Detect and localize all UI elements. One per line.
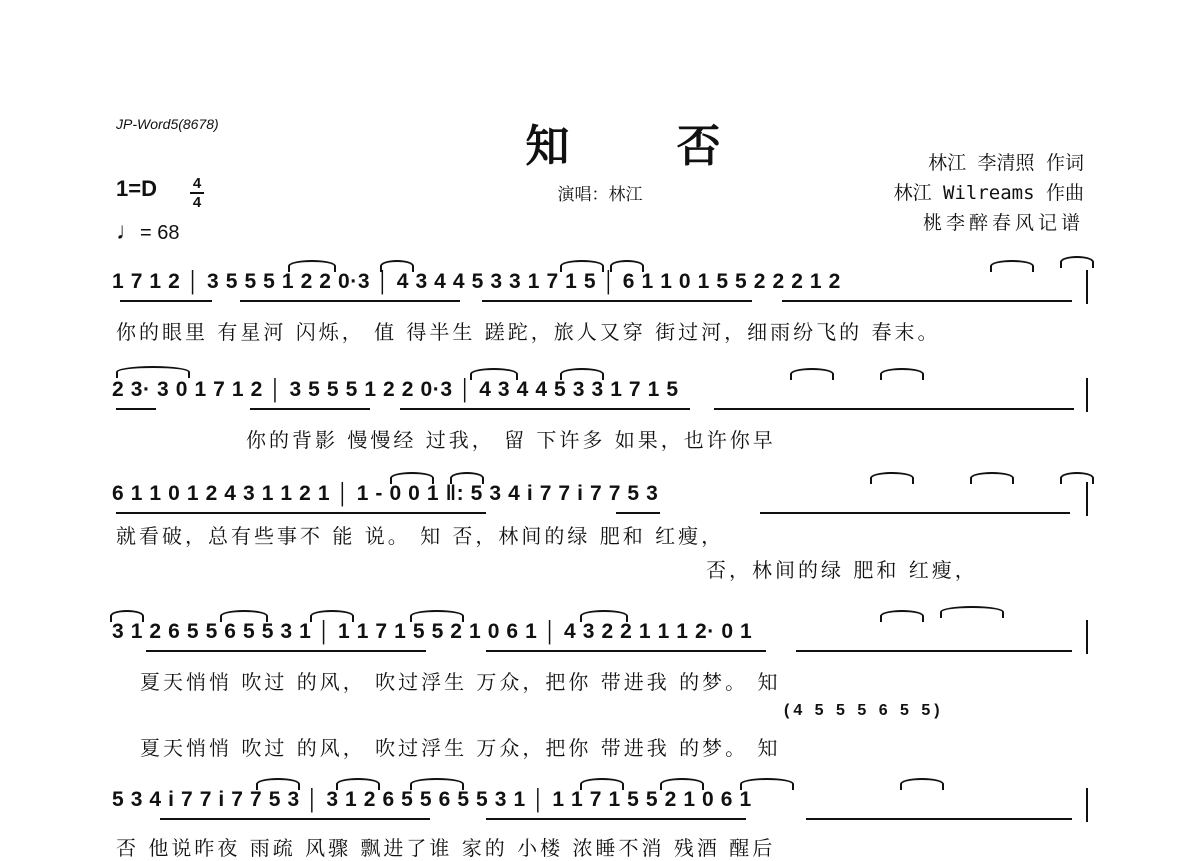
slur [288, 260, 336, 272]
barline-end [1086, 378, 1088, 412]
beam [250, 408, 370, 410]
notation-line: 5 3 4 i 7 7 i 7 7 5 3 │ 3 1 2 6 5 5 6 5 5 3 1 │ 1 1 7 1 5 5 2 1 0 6 1 [112, 788, 752, 811]
beam [116, 408, 156, 410]
slur [560, 260, 604, 272]
slur [880, 368, 924, 380]
notation-line: 3 1 2 6 5 5 6 5 5 3 1 │ 1 1 7 1 5 5 2 1 0 6 1 │ 4 3 2 2 1 1 1 2· 0 1 [112, 620, 753, 643]
slur [116, 366, 190, 378]
slur [220, 610, 268, 622]
time-sig-bottom: 4 [192, 194, 202, 211]
barline-end [1086, 620, 1088, 654]
lyric-line: 你的眼里 有星河 闪烁， 值 得半生 蹉跎，旅人又穿 街过河，细雨纷飞的 春末。 [116, 320, 941, 344]
notation-line: 6 1 1 0 1 2 4 3 1 1 2 1 │ 1 - 0 0 1 ‖: 5 3 4 i 7 7 i 7 7 5 3 [112, 482, 659, 505]
beam [146, 650, 426, 652]
notation-line: 2 3· 3 0 1 7 1 2 │ 3 5 5 5 1 2 2 0·3 │ 4 3 4 4 5 3 3 1 7 1 5 [112, 378, 679, 401]
beam [782, 300, 1072, 302]
barline-end [1086, 482, 1088, 516]
slur [110, 610, 144, 622]
slur [970, 472, 1014, 484]
lyricist-credit: 林江 李清照 作词 [928, 152, 1084, 174]
lyric-line-2: 否，林间的绿 肥和 红瘦， [706, 558, 978, 582]
beam [400, 408, 690, 410]
slur [470, 368, 518, 380]
beam [486, 818, 746, 820]
notation-line: 1 7 1 2 │ 3 5 5 5 1 2 2 0·3 │ 4 3 4 4 5 3 3 1 7 1 5 │ 6 1 1 0 1 5 5 2 2 2 1 2 [112, 270, 841, 293]
composer-credit: 林江 Wilreams 作曲 [893, 182, 1084, 204]
beam [482, 300, 752, 302]
slur [660, 778, 704, 790]
slur [450, 472, 484, 484]
quarter-note-icon: ♩ [116, 218, 140, 245]
beam [616, 512, 660, 514]
slur [390, 472, 434, 484]
barline-end [1086, 270, 1088, 304]
tempo-value: = 68 [140, 222, 180, 244]
transcriber-credit: 桃李醉春风记谱 [922, 212, 1084, 234]
lyric-line-2: 夏天悄悄 吹过 的风， 吹过浮生 万众，把你 带进我 的梦。 知 [140, 736, 781, 760]
slur [1060, 256, 1094, 268]
slur [870, 472, 914, 484]
beam [120, 300, 212, 302]
slur [256, 778, 300, 790]
slur [790, 368, 834, 380]
slur [560, 368, 604, 380]
slur [880, 610, 924, 622]
slur [740, 778, 794, 790]
slur [990, 260, 1034, 272]
tempo-marking [116, 218, 179, 246]
slur [610, 260, 644, 272]
slur [1060, 472, 1094, 484]
lyric-line: 你的背影 慢慢经 过我， 留 下许多 如果，也许你早 [246, 428, 776, 452]
slur [310, 610, 354, 622]
slur [380, 260, 414, 272]
beam [116, 512, 486, 514]
beam [240, 300, 460, 302]
slur [336, 778, 380, 790]
slur [580, 610, 628, 622]
slur [900, 778, 944, 790]
lyric-line: 否 他说昨夜 雨疏 风骤 飘进了谁 家的 小楼 浓睡不消 残酒 醒后 [116, 836, 776, 860]
lyric-line: 就看破，总有些事不 能 说。 知 否，林间的绿 肥和 红瘦， [116, 524, 725, 548]
beam [806, 818, 1072, 820]
barline-end [1086, 788, 1088, 822]
lyric-line: 夏天悄悄 吹过 的风， 吹过浮生 万众，把你 带进我 的梦。 知 [140, 670, 781, 694]
software-label: JP-Word5(8678) [116, 116, 219, 132]
slur [580, 778, 624, 790]
beam [714, 408, 1074, 410]
beam [796, 650, 1072, 652]
time-sig-top: 4 [192, 175, 202, 192]
slur [940, 606, 1004, 618]
song-title: 知 否 [525, 121, 767, 172]
singer-line: 演唱：林江 [557, 185, 643, 205]
beam [486, 650, 766, 652]
time-signature [190, 176, 204, 210]
interlude-notation: (4 5 5 5 6 5 5) [784, 702, 944, 719]
slur [410, 610, 464, 622]
slur [410, 778, 464, 790]
beam [160, 818, 430, 820]
beam [760, 512, 1070, 514]
key-signature: 1=D [116, 176, 157, 201]
